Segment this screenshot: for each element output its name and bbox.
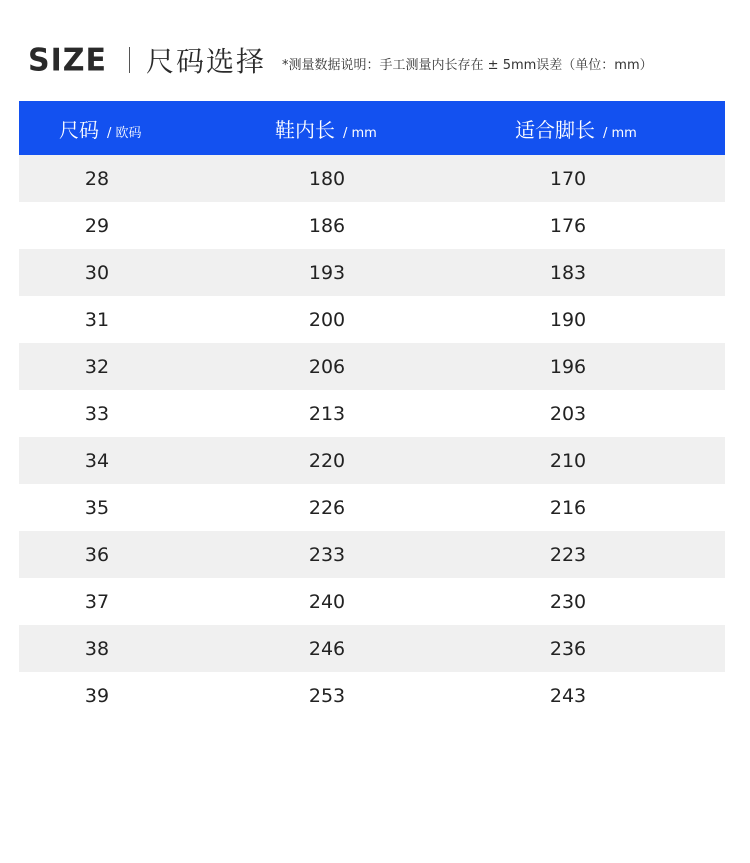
table-row — [19, 484, 725, 531]
size-cell: 36 — [84, 543, 110, 566]
inner-length-cell: 220 — [308, 449, 346, 472]
size-cell: 29 — [84, 214, 110, 237]
table-row — [19, 578, 725, 625]
size-cell: 38 — [84, 637, 110, 660]
foot-length-cell: 243 — [549, 684, 587, 707]
page-title: 尺码选择 — [146, 45, 267, 78]
column-header-unit: / mm — [603, 125, 637, 141]
size-cell: 34 — [84, 449, 110, 472]
size-table — [19, 101, 725, 719]
table-row — [19, 155, 725, 202]
inner-length-cell: 246 — [308, 637, 346, 660]
foot-length-cell: 210 — [549, 449, 587, 472]
inner-length-cell: 186 — [308, 214, 346, 237]
table-body — [19, 155, 725, 719]
foot-length-cell: 236 — [549, 637, 587, 660]
size-cell: 28 — [84, 167, 110, 190]
foot-length-cell: 170 — [549, 167, 587, 190]
table-header — [19, 101, 725, 155]
size-heading: SIZE — [28, 41, 108, 79]
foot-length-cell: 223 — [549, 543, 587, 566]
foot-length-cell: 190 — [549, 308, 587, 331]
column-header-label: 尺码 — [59, 117, 99, 142]
inner-length-cell: 180 — [308, 167, 346, 190]
column-header-inner-length — [275, 114, 377, 143]
inner-length-cell: 213 — [308, 402, 346, 425]
column-header-label: 鞋内长 — [275, 117, 335, 142]
table-row — [19, 249, 725, 296]
table-row — [19, 672, 725, 719]
column-header-size — [59, 114, 142, 143]
size-cell: 32 — [84, 355, 110, 378]
size-cell: 35 — [84, 496, 110, 519]
table-row — [19, 437, 725, 484]
table-row — [19, 202, 725, 249]
inner-length-cell: 200 — [308, 308, 346, 331]
table-row — [19, 625, 725, 672]
column-header-unit: / mm — [343, 125, 377, 141]
inner-length-cell: 253 — [308, 684, 346, 707]
inner-length-cell: 193 — [308, 261, 346, 284]
column-header-label: 适合脚长 — [515, 117, 595, 142]
foot-length-cell: 230 — [549, 590, 587, 613]
table-row — [19, 296, 725, 343]
inner-length-cell: 240 — [308, 590, 346, 613]
foot-length-cell: 196 — [549, 355, 587, 378]
size-cell: 37 — [84, 590, 110, 613]
inner-length-cell: 226 — [308, 496, 346, 519]
table-row — [19, 343, 725, 390]
column-header-unit: / 欧码 — [107, 125, 142, 141]
column-header-foot-length — [515, 114, 637, 143]
size-cell: 39 — [84, 684, 110, 707]
foot-length-cell: 176 — [549, 214, 587, 237]
size-cell: 31 — [84, 308, 110, 331]
size-cell: 30 — [84, 261, 110, 284]
page-header — [28, 38, 728, 82]
foot-length-cell: 183 — [549, 261, 587, 284]
foot-length-cell: 203 — [549, 402, 587, 425]
header-divider — [129, 47, 130, 73]
size-cell: 33 — [84, 402, 110, 425]
foot-length-cell: 216 — [549, 496, 587, 519]
table-row — [19, 390, 725, 437]
inner-length-cell: 206 — [308, 355, 346, 378]
table-row — [19, 531, 725, 578]
measurement-note: *测量数据说明：手工测量内长存在 ± 5mm误差（单位：mm） — [282, 57, 653, 73]
inner-length-cell: 233 — [308, 543, 346, 566]
